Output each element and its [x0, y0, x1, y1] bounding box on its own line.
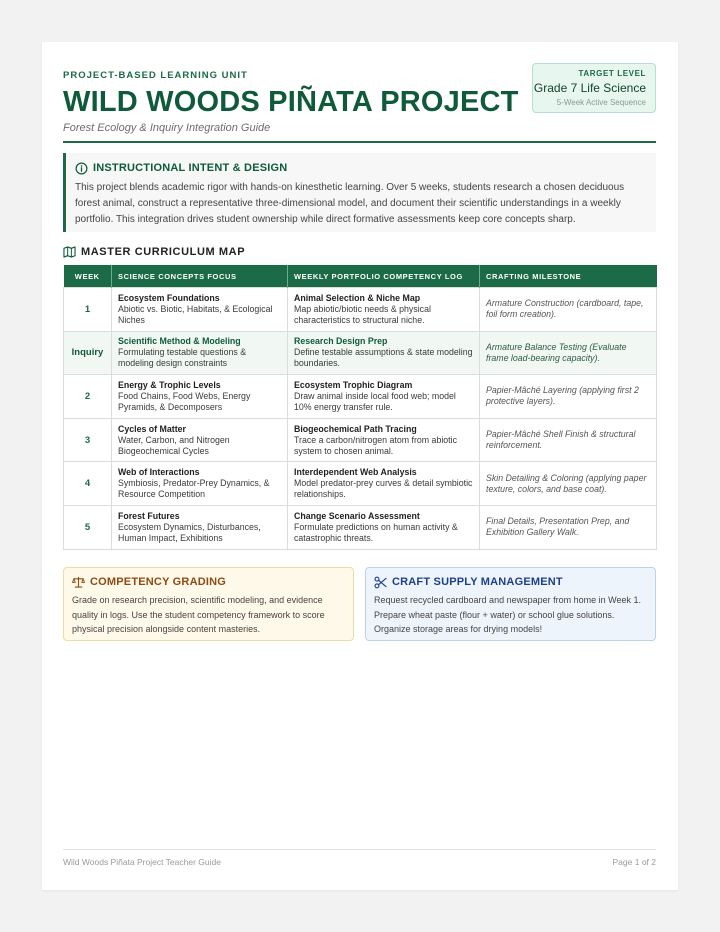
supply-header — [374, 574, 646, 590]
concept-detail: Symbiosis, Predator-Prey Dynamics, & Resource Competition — [118, 478, 270, 500]
curriculum-title: MASTER CURRICULUM MAP — [81, 246, 246, 258]
table-row-inquiry — [64, 331, 657, 375]
week-cell: 1 — [64, 288, 112, 332]
table-row — [64, 288, 657, 332]
target-level-label: TARGET LEVEL — [578, 69, 646, 78]
unit-eyebrow: PROJECT-BASED LEARNING UNIT — [63, 70, 248, 81]
milestone-text: Skin Detailing & Coloring (applying paper texture, colors, and base coat). — [486, 472, 647, 494]
header-divider — [63, 141, 656, 143]
target-level-card — [532, 63, 656, 113]
milestone-cell — [480, 288, 657, 332]
portfolio-title: Interdependent Web Analysis — [294, 467, 417, 478]
target-level-grade: Grade 7 Life Science — [533, 81, 646, 95]
concept-detail: Formulating testable questions & modeling design constraints — [118, 347, 247, 369]
concept-title: Scientific Method & Modeling — [118, 336, 241, 347]
concept-cell — [112, 331, 288, 375]
portfolio-detail: Map abiotic/biotic needs & physical characteristics to structural niche. — [294, 303, 431, 325]
milestone-cell — [480, 462, 657, 506]
week-cell: 4 — [64, 462, 112, 506]
portfolio-detail: Draw animal inside local food web; model 10% energy transfer rule. — [294, 390, 456, 412]
portfolio-title: Animal Selection & Niche Map — [294, 292, 421, 303]
concept-title: Web of Interactions — [118, 467, 200, 478]
target-level-sequence: 5-Week Active Sequence — [556, 98, 646, 107]
footer-page-number: Page 1 of 2 — [612, 857, 656, 867]
footer-divider — [63, 849, 656, 850]
concept-detail: Food Chains, Food Webs, Energy Pyramids, & Decomposers — [118, 390, 251, 412]
concept-cell — [112, 505, 288, 549]
portfolio-detail: Trace a carbon/nitrogen atom from abiotic system to chosen animal. — [294, 434, 457, 456]
milestone-text: Final Details, Presentation Prep, and Exhibition Gallery Walk. — [486, 516, 630, 538]
portfolio-cell — [288, 288, 480, 332]
milestone-cell — [480, 505, 657, 549]
portfolio-title: Biogeochemical Path Tracing — [294, 423, 417, 434]
concept-detail: Ecosystem Dynamics, Disturbances, Human Impact, Exhibitions — [118, 521, 261, 543]
concept-detail: Abiotic vs. Biotic, Habitats, & Ecological Niches — [118, 303, 273, 325]
column-header-week: WEEK — [64, 265, 112, 288]
concept-cell — [112, 418, 288, 462]
milestone-text: Papier-Mâché Layering (applying first 2 protective layers). — [486, 385, 639, 407]
intent-header — [75, 160, 646, 176]
table-row — [64, 505, 657, 549]
table-row — [64, 462, 657, 506]
supply-title: CRAFT SUPPLY MANAGEMENT — [392, 576, 563, 588]
table-header-row — [64, 265, 657, 288]
portfolio-title: Research Design Prep — [294, 336, 388, 347]
curriculum-table — [63, 265, 657, 550]
portfolio-title: Ecosystem Trophic Diagram — [294, 379, 413, 390]
concept-title: Energy & Trophic Levels — [118, 379, 221, 390]
concept-cell — [112, 375, 288, 419]
portfolio-cell — [288, 505, 480, 549]
portfolio-cell — [288, 418, 480, 462]
milestone-cell — [480, 418, 657, 462]
supply-body: Request recycled cardboard and newspaper from home in Week 1. Prepare wheat paste (flour + water) or school glue solutions. Organize storage areas for drying models! — [374, 595, 641, 634]
table-row — [64, 418, 657, 462]
concept-title: Forest Futures — [118, 510, 180, 521]
concept-title: Cycles of Matter — [118, 423, 186, 434]
week-cell: 3 — [64, 418, 112, 462]
column-header-concepts: SCIENCE CONCEPTS FOCUS — [112, 265, 288, 288]
curriculum-header — [63, 245, 245, 259]
grading-card — [63, 567, 354, 641]
grading-body: Grade on research precision, scientific modeling, and evidence quality in logs. Use the student competency framework to score physical precision alongside content masteries. — [72, 595, 325, 634]
intent-callout — [63, 153, 656, 232]
scissors-icon — [374, 576, 387, 589]
week-cell: 5 — [64, 505, 112, 549]
portfolio-cell — [288, 375, 480, 419]
intent-body: This project blends academic rigor with hands-on kinesthetic learning. Over 5 weeks, students research a chosen deciduous forest animal, construct a representative three-dimensional model, and document their scientific understandings in a weekly portfolio. This integration drives student ownership while direct formative assessments keep core concepts sharp. — [75, 182, 625, 225]
portfolio-title: Change Scenario Assessment — [294, 510, 420, 521]
milestone-text: Armature Balance Testing (Evaluate frame load-bearing capacity). — [486, 341, 627, 363]
page-title: WILD WOODS PIÑATA PROJECT — [63, 86, 519, 118]
milestone-text: Armature Construction (cardboard, tape, foil form creation). — [486, 298, 644, 320]
week-cell: Inquiry — [64, 331, 112, 375]
grading-header — [72, 574, 344, 590]
concept-detail: Water, Carbon, and Nitrogen Biogeochemical Cycles — [118, 434, 230, 456]
milestone-cell — [480, 331, 657, 375]
footer-document-name: Wild Woods Piñata Project Teacher Guide — [63, 857, 221, 867]
info-icon — [75, 162, 88, 175]
document-page — [42, 42, 678, 890]
portfolio-detail: Define testable assumptions & state modeling boundaries. — [294, 347, 473, 369]
milestone-text: Papier-Mâché Shell Finish & structural reinforcement. — [486, 429, 636, 451]
portfolio-cell — [288, 331, 480, 375]
supply-card — [365, 567, 656, 641]
column-header-milestone: CRAFTING MILESTONE — [480, 265, 657, 288]
table-row — [64, 375, 657, 419]
concept-title: Ecosystem Foundations — [118, 292, 220, 303]
portfolio-detail: Model predator-prey curves & detail symbiotic relationships. — [294, 478, 473, 500]
scale-icon — [72, 576, 85, 588]
page-content — [63, 42, 656, 890]
week-cell: 2 — [64, 375, 112, 419]
intent-title: INSTRUCTIONAL INTENT & DESIGN — [93, 162, 288, 174]
portfolio-cell — [288, 462, 480, 506]
milestone-cell — [480, 375, 657, 419]
map-icon — [63, 246, 76, 258]
grading-title: COMPETENCY GRADING — [90, 576, 227, 588]
concept-cell — [112, 462, 288, 506]
page-subtitle: Forest Ecology & Inquiry Integration Guide — [63, 122, 271, 134]
portfolio-detail: Formulate predictions on human activity & catastrophic threats. — [294, 521, 458, 543]
column-header-portfolio: WEEKLY PORTFOLIO COMPETENCY LOG — [288, 265, 480, 288]
concept-cell — [112, 288, 288, 332]
